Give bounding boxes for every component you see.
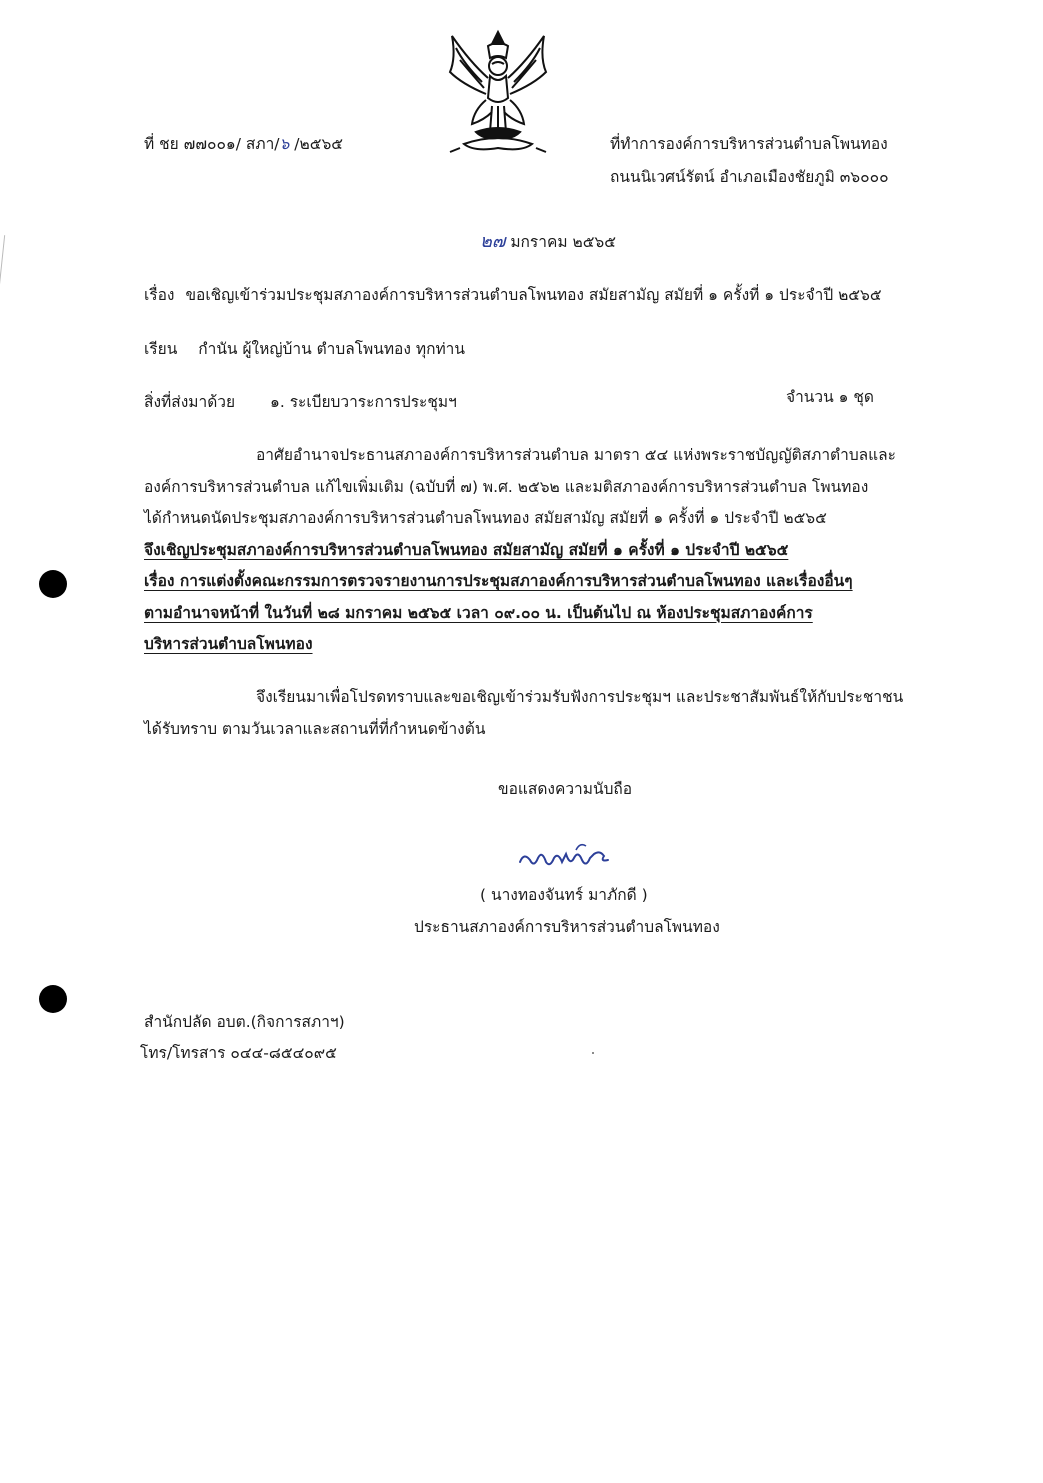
document-date [480,231,616,253]
office-name: ที่ทำการองค์การบริหารส่วนตำบลโพนทอง [610,135,888,153]
enclosure-quantity: จำนวน ๑ ชุด [786,388,874,406]
addressee-label: เรียน [144,340,178,358]
subject-label: เรื่อง [144,286,175,304]
addressee-line [144,338,465,360]
addressee-text: กำนัน ผู้ใหญ่บ้าน ตำบลโพนทอง ทุกท่าน [198,340,465,358]
scan-edge-line [0,235,5,315]
body-paragraph-2 [144,682,956,745]
punch-hole-bottom [39,985,67,1013]
body-line: ได้รับทราบ ตามวันเวลาและสถานที่ที่กำหนดข้างต้น [144,719,486,738]
body-line-emphasis: เรื่อง การแต่งตั้งคณะกรรมการตรวจรายงานการประชุมสภาองค์การบริหารส่วนตำบลโพนทอง และเรื่องอื่นๆ [144,572,853,590]
enclosure-item: ๑. ระเบียบวาระการประชุมฯ [270,393,457,411]
reference-handwritten-number: ๖ [279,135,290,153]
body-line-emphasis: บริหารส่วนตำบลโพนทอง [144,635,313,653]
subject-line [144,284,882,306]
punch-hole-top [39,570,67,598]
signatory-name: ( นางทองจันทร์ มาภักดี ) [480,886,648,904]
footer-department: สำนักปลัด อบต.(กิจการสภาฯ) [144,1013,345,1031]
body-line: องค์การบริหารส่วนตำบล แก้ไขเพิ่มเติม (ฉบับที่ ๗) พ.ศ. ๒๕๖๒ และมติสภาองค์การบริหารส่วนตำบล โพนทอง [144,477,869,496]
enclosure-label: สิ่งที่ส่งมาด้วย [144,393,236,411]
reference-suffix: /๒๕๖๕ [289,135,344,153]
body-line: ได้กำหนดนัดประชุมสภาองค์การบริหารส่วนตำบลโพนทอง สมัยสามัญ สมัยที่ ๑ ครั้งที่ ๑ ประจำปี ๒๕๖๕ [144,509,827,527]
reference-prefix: ที่ ชย ๗๗๐๐๑/ สภา/ [144,135,280,153]
subject-text: ขอเชิญเข้าร่วมประชุมสภาองค์การบริหารส่วนตำบลโพนทอง สมัยสามัญ สมัยที่ ๑ ครั้งที่ ๑ ประจำปี ๒๕๖๕ [185,286,882,304]
scan-speck [592,1052,594,1054]
date-handwritten-day: ๒๗ [480,231,506,252]
handwritten-signature [516,840,616,880]
body-paragraph-1 [144,440,956,661]
body-line: จึงเรียนมาเพื่อโปรดทราบและขอเชิญเข้าร่วมรับฟังการประชุมฯ และประชาสัมพันธ์ให้กับประชาชน [256,688,904,706]
reference-number [144,133,343,155]
body-line-emphasis: จึงเชิญประชุมสภาองค์การบริหารส่วนตำบลโพนทอง สมัยสามัญ สมัยที่ ๑ ครั้งที่ ๑ ประจำปี ๒๕๖๕ [144,540,789,559]
body-line-emphasis: ตามอำนาจหน้าที่ ในวันที่ ๒๘ มกราคม ๒๕๖๕ เวลา ๐๙.๐๐ น. เป็นต้นไป ณ ห้องประชุมสภาองค์การ [144,603,813,622]
body-line: อาศัยอำนาจประธานสภาองค์การบริหารส่วนตำบล มาตรา ๕๔ แห่งพระราชบัญญัติสภาตำบลและ [256,446,896,464]
signatory-position: ประธานสภาองค์การบริหารส่วนตำบลโพนทอง [414,918,720,936]
footer-phone: โทร/โทรสาร ๐๔๔-๘๕๔๐๙๕ [140,1044,337,1062]
date-month-year: มกราคม ๒๕๖๕ [505,233,616,251]
office-address: ถนนนิเวศน์รัตน์ อำเภอเมืองชัยภูมิ ๓๖๐๐๐ [610,168,889,186]
closing-salutation: ขอแสดงความนับถือ [498,780,633,798]
garuda-emblem [442,28,554,158]
